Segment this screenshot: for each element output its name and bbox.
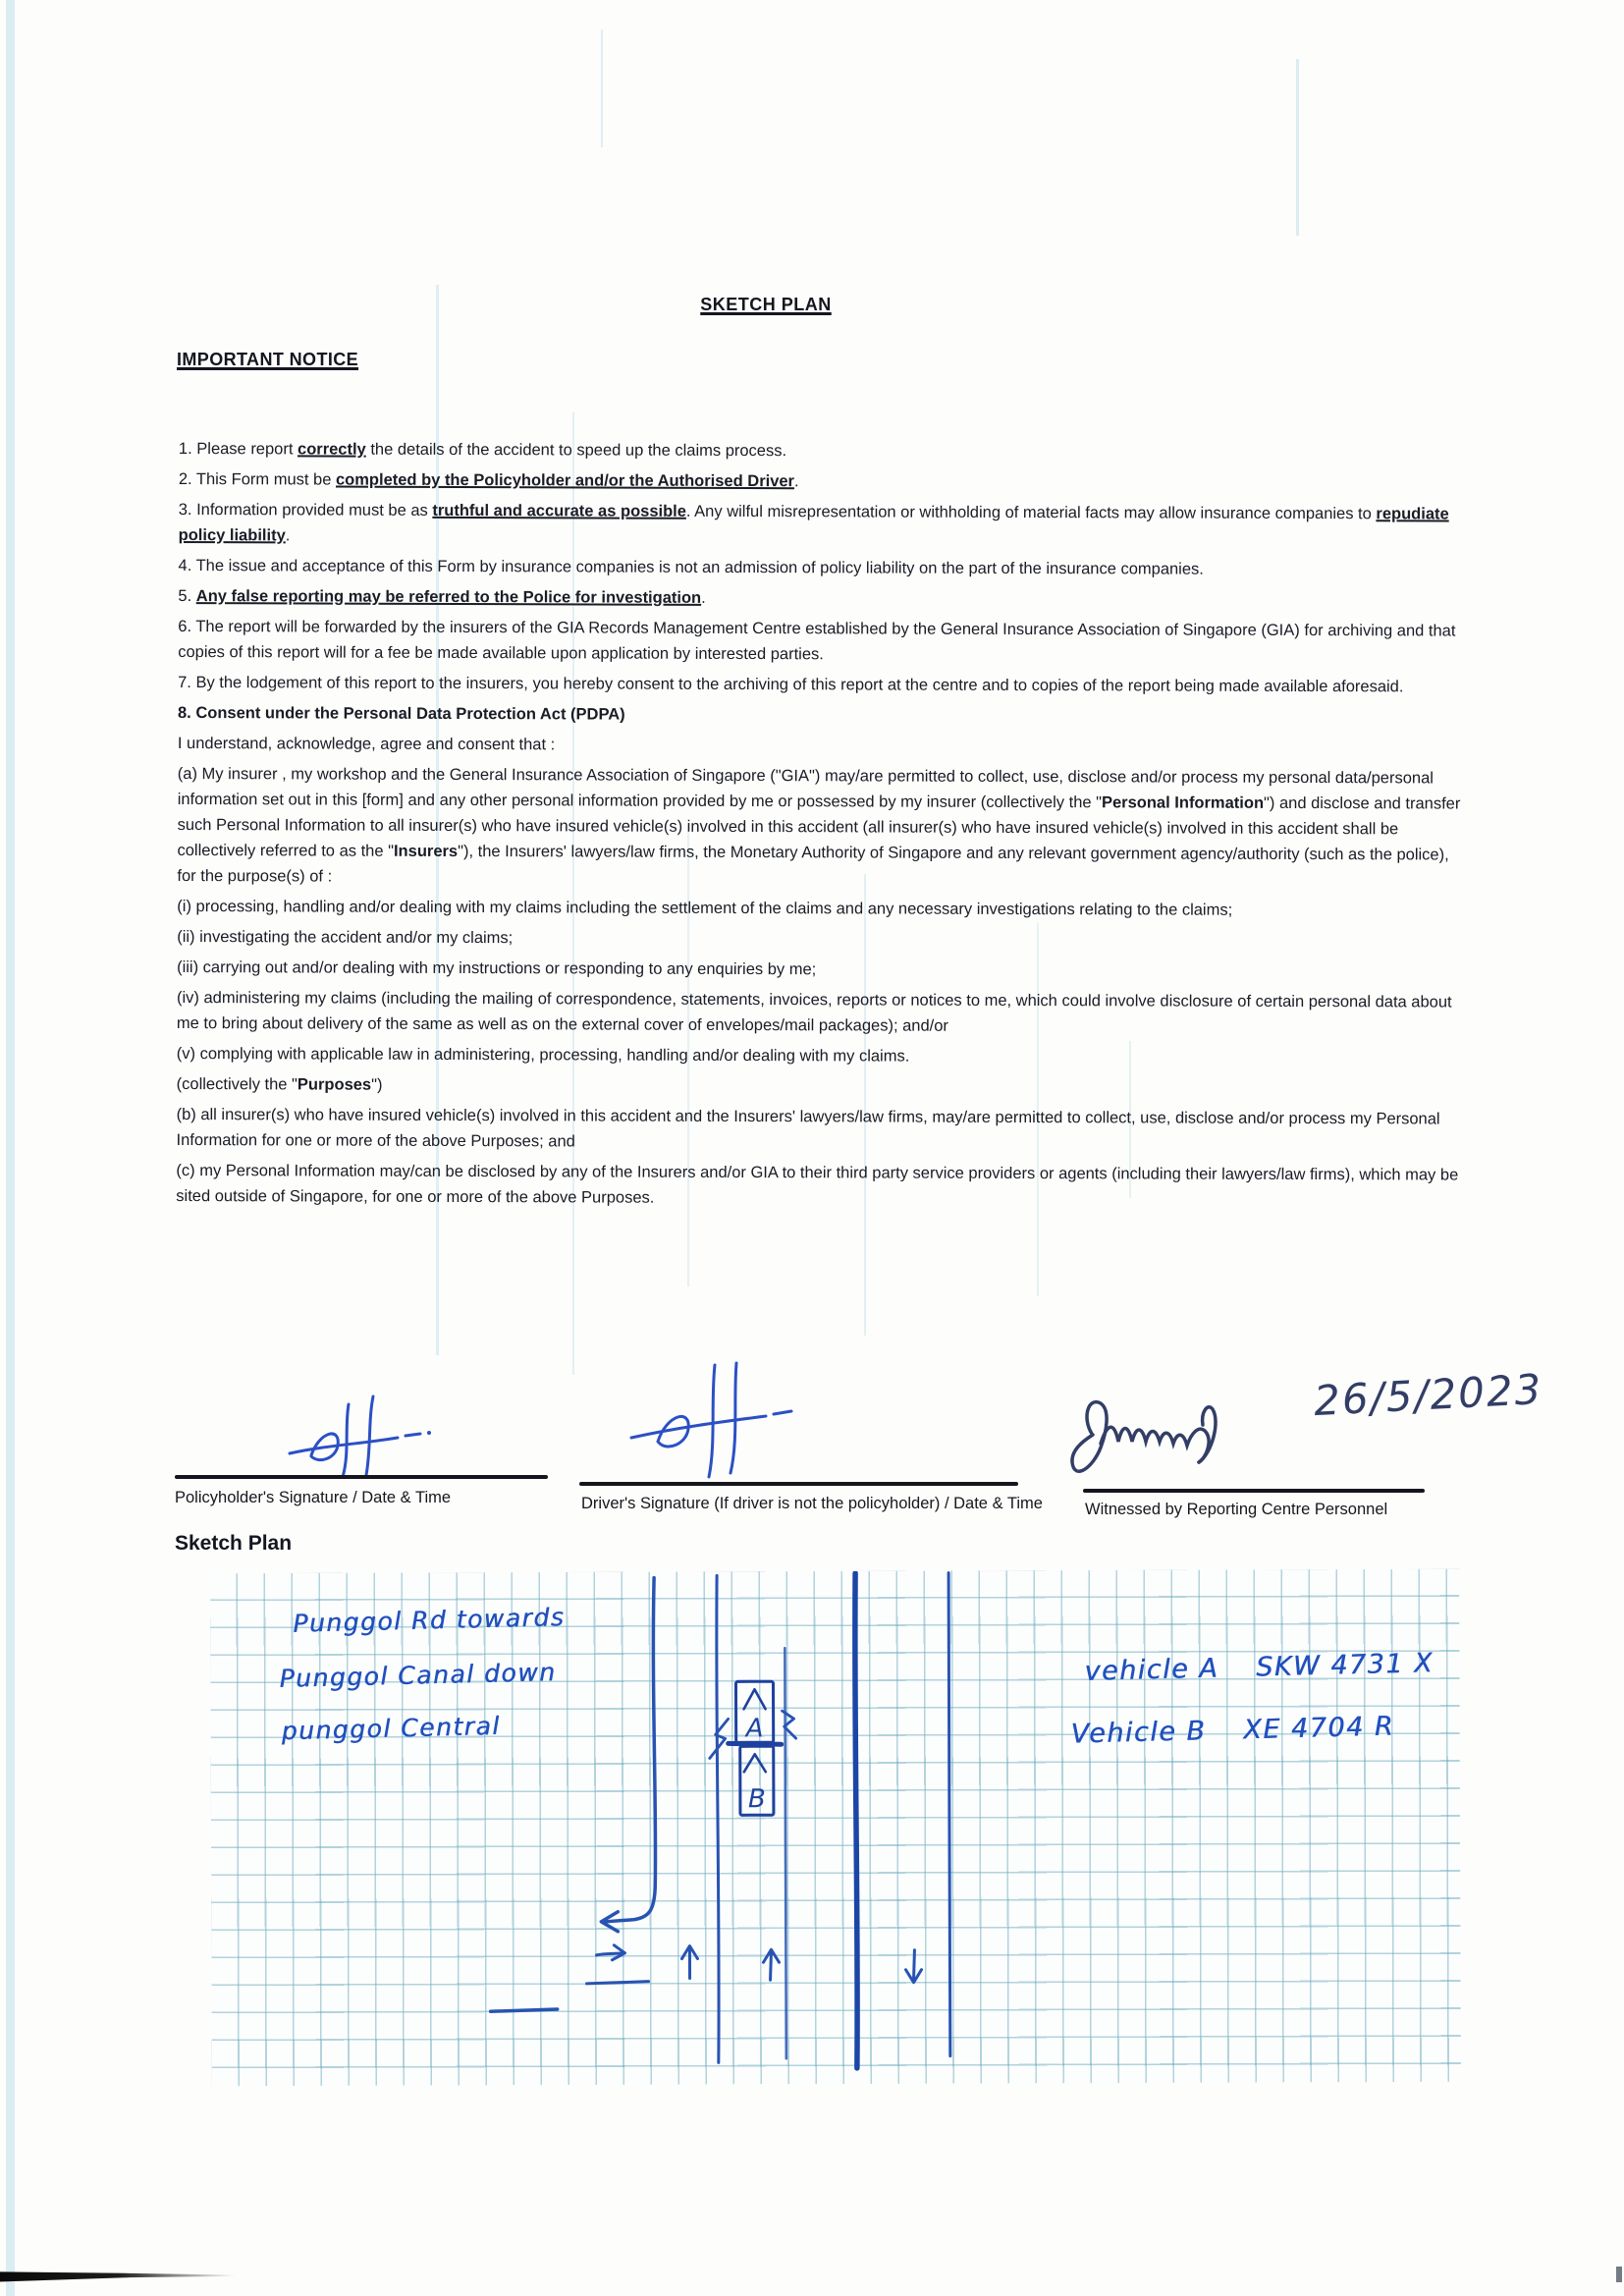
text-segment: ") and disclose and transfer such Personal Information to all insurer(s) who have insured vehicle(s) involved in this accident (all insurer(s) who have insured vehicle(s) involved in this accident shall be collectively referred to as the " (177, 793, 1461, 860)
purposes-term: Purposes (297, 1075, 372, 1094)
notice-item-5-emphasis: Any false reporting may be referred to the Police for investigation (195, 587, 702, 607)
witness-signature-label: Witnessed by Reporting Centre Personnel (1085, 1501, 1388, 1518)
text-segment: 1. Please report (178, 439, 298, 459)
pdpa-item-ii: (ii) investigating the accident and/or my claims; (177, 927, 514, 948)
notice-item-3-emphasis-1: truthful and accurate as possible (432, 501, 686, 520)
up-arrow-icon (681, 1945, 697, 1978)
important-notice-body (176, 436, 1467, 1219)
lane-mark-line (587, 1982, 649, 1984)
policyholder-signature-mark (280, 1387, 466, 1485)
scan-edge-strip (6, 0, 15, 2296)
lane-mark-line (491, 2009, 558, 2011)
policyholder-signature-line (175, 1475, 548, 1479)
text-segment: 2. This Form must be (178, 469, 337, 489)
insurers-term: Insurers (393, 842, 459, 860)
road-line-hooked (605, 1578, 656, 1922)
up-arrow-icon (744, 1754, 766, 1772)
legend-vehicle-b-name: Vehicle B (1070, 1716, 1207, 1750)
text-segment: (a) My insurer , my workshop and the General Insurance Association of Singapore ("GIA") may/are permitted to collect, use, disclose and/or process my personal data/personal information set out in this [form] and any other personal information provided by me or possessed by my insurer (collectively the " (177, 764, 1434, 812)
pdpa-paragraph-c: (c) my Personal Information may/can be disclosed by any of the Insurers and/or GIA to their third party service providers or agents (including their lawyers/law firms), which may be sited outside of Singapore, for one or more of the above Purposes. (176, 1161, 1459, 1207)
pdpa-item-iii: (iii) carrying out and/or dealing with my instructions or responding to any enquiries by me; (177, 957, 817, 979)
pdpa-item-iv: (iv) administering my claims (including the mailing of correspondence, statements, invoices, reports or notices to me, which could involve disclosure of certain personal data about me to bring about delivery of the same as well as on the external cover of envelopes/mail packages); and/or (176, 988, 1452, 1035)
witness-signature-mark (1062, 1363, 1318, 1501)
witness-signature-line (1083, 1489, 1425, 1493)
scan-smudge (0, 2267, 236, 2284)
up-arrow-icon (744, 1689, 766, 1709)
pdpa-paragraph-b: (b) all insurer(s) who have insured vehicle(s) involved in this accident and the Insurers' lawyers/law firms, may/are permitted to collect, use, disclose and/or process my Personal Information for one or more of the above Purposes; and (176, 1105, 1440, 1151)
legend-vehicle-a-plate: SKW 4731 X (1255, 1648, 1435, 1683)
road-line-4-thick (855, 1573, 858, 2068)
notice-item-6: 6. The report will be forwarded by the insurers of the GIA Records Management Centre established by the General Insurance Association of Singapore (GIA) for archiving and that copies of this report will for a fee be made available upon application by interested parties. (178, 617, 1456, 664)
text-segment: 5. (178, 586, 196, 606)
notice-item-2 (179, 466, 1467, 497)
vehicle-b-letter: B (747, 1784, 766, 1815)
notice-item-1-emphasis: correctly (298, 440, 366, 459)
sketch-ink-drawing (210, 1569, 1461, 2086)
road-line-5 (948, 1573, 950, 2056)
collision-divider-mark (729, 1743, 782, 1744)
driver-signature-mark (617, 1357, 813, 1487)
notice-item-7: 7. By the lodgement of this report to the insurers, you hereby consent to the archiving of this report at the centre and to copies of the report being made available aforesaid. (178, 673, 1404, 696)
road-line-3 (785, 1648, 786, 2058)
text-segment: the details of the accident to speed up the claims process. (365, 440, 787, 461)
notice-item-3-emphasis-2: repudiate policy liability (178, 505, 1449, 545)
sketch-plan-heading: Sketch Plan (175, 1532, 293, 1555)
impact-zigzag-left (710, 1719, 729, 1758)
text-segment: . (793, 472, 799, 491)
driver-signature-line (579, 1482, 1018, 1486)
text-segment: 3. Information provided must be as (178, 500, 433, 519)
sketch-note-line-1: Punggol Rd towards (292, 1603, 566, 1638)
legend-vehicle-b-plate: XE 4704 R (1242, 1711, 1395, 1746)
road-line-2 (717, 1575, 720, 2062)
down-arrow-icon (905, 1950, 921, 1983)
scan-edge-dot (1616, 2267, 1622, 2282)
text-segment: . (285, 526, 291, 545)
text-segment: "), the Insurers' lawyers/law firms, the Monetary Authority of Singapore and any relevant government agency/authority (such as the police), for the purpose(s) of : (177, 842, 1449, 886)
policyholder-signature-label: Policyholder's Signature / Date & Time (175, 1489, 452, 1506)
scan-streak (601, 29, 603, 147)
witness-date-handwritten: 26/5/2023 (1312, 1364, 1544, 1426)
notice-item-4: 4. The issue and acceptance of this Form by insurance companies is not an admission of policy liability on the part of the insurance companies. (178, 556, 1204, 578)
notice-item-1 (179, 436, 1467, 466)
pdpa-collectively (177, 1071, 1465, 1102)
notice-item-5 (178, 583, 1466, 614)
driver-signature-label: Driver's Signature (If driver is not the policyholder) / Date & Time (581, 1495, 1043, 1512)
scan-streak (1296, 59, 1299, 236)
pdpa-item-i: (i) processing, handling and/or dealing with my claims including the settlement of the claims and any necessary investigations relating to the claims; (177, 897, 1233, 919)
notice-item-8-pdpa-heading: 8. Consent under the Personal Data Protection Act (PDPA) (177, 703, 625, 724)
important-notice-heading: IMPORTANT NOTICE (177, 350, 359, 369)
sketch-note-line-3: punggol Central (281, 1711, 501, 1746)
right-arrow-icon (596, 1945, 624, 1960)
pdpa-item-v: (v) complying with applicable law in administering, processing, handling and/or dealing with my claims. (176, 1044, 910, 1066)
pdpa-paragraph-a (177, 761, 1465, 894)
notice-item-2-emphasis: completed by the Policyholder and/or the Authorised Driver (335, 470, 795, 491)
consent-intro: I understand, acknowledge, agree and consent that : (177, 734, 556, 754)
sketch-note-line-2: Punggol Canal down (279, 1658, 557, 1693)
legend-vehicle-a-name: vehicle A (1084, 1653, 1219, 1687)
up-arrow-icon (763, 1949, 779, 1980)
text-segment: (collectively the " (176, 1074, 298, 1094)
text-segment: . (701, 588, 706, 607)
text-segment: . Any wilful misrepresentation or withholding of material facts may allow insurance companies to (685, 502, 1377, 523)
page-title: SKETCH PLAN (700, 295, 832, 314)
text-segment: ") (371, 1075, 383, 1094)
vehicle-a-letter: A (745, 1714, 764, 1744)
sketch-grid (210, 1569, 1461, 2086)
personal-information-term: Personal Information (1101, 793, 1265, 812)
notice-item-3 (179, 497, 1467, 553)
